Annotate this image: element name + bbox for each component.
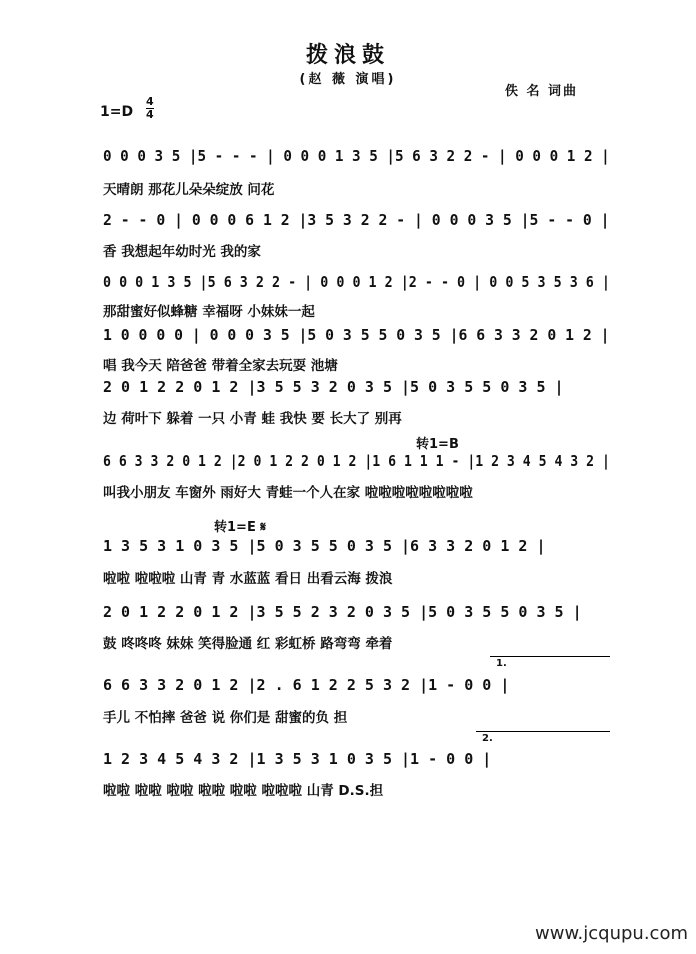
lyric-line-5: 边 荷叶下 躲着 一只 小青 蛙 我快 要 长大了 别再 xyxy=(103,411,402,427)
key-signature: 1=D xyxy=(100,104,134,120)
lyric-line-3: 那甜蜜好似蜂糖 幸福呀 小妹妹一起 xyxy=(103,304,315,320)
notes-line-2: 2 - - 0 | 0 0 0 6 1 2 |3 5 3 2 2 - | 0 0 0 3 5 |5 - - 0 | xyxy=(103,211,610,229)
lyric-line-1: 天晴朗 那花儿朵朵绽放 问花 xyxy=(103,182,275,198)
watermark: www.jcqupu.com xyxy=(535,923,688,944)
time-bottom: 4 xyxy=(146,108,154,121)
notes-line-4: 1 0 0 0 0 | 0 0 0 3 5 |5 0 3 5 5 0 3 5 |6 6 3 3 2 0 1 2 | xyxy=(103,326,610,344)
ending-one-mark: 1. xyxy=(496,658,507,669)
ending-two-mark: 2. xyxy=(482,733,493,744)
lyric-line-6: 叫我小朋友 车窗外 雨好大 青蛙一个人在家 啦啦啦啦啦啦啦啦 xyxy=(103,485,473,501)
song-title: 拨浪鼓 xyxy=(305,42,390,68)
notes-line-3: 0 0 0 1 3 5 |5 6 3 2 2 - | 0 0 0 1 2 |2 - - 0 | 0 0 5 3 5 3 6 | xyxy=(103,273,610,291)
ending-one-bracket xyxy=(490,656,610,657)
ending-two-bracket xyxy=(476,731,610,732)
modulation-b: 转1=B xyxy=(416,437,459,452)
notes-line-5: 2 0 1 2 2 0 1 2 |3 5 5 3 2 0 3 5 |5 0 3 5 5 0 3 5 | xyxy=(103,378,564,396)
credit-line: 佚 名 词曲 xyxy=(505,84,579,99)
lyric-line-9: 手儿 不怕摔 爸爸 说 你们是 甜蜜的负 担 xyxy=(103,710,348,726)
lyric-line-7: 啦啦 啦啦啦 山青 青 水蓝蓝 看日 出看云海 拨浪 xyxy=(103,571,393,587)
performer-line: (赵 薇 演唱) xyxy=(299,72,397,87)
notes-line-7: 1 3 5 3 1 0 3 5 |5 0 3 5 5 0 3 5 |6 3 3 2 0 1 2 | xyxy=(103,537,546,555)
lyric-line-10: 啦啦 啦啦 啦啦 啦啦 啦啦 啦啦啦 山青 D.S.担 xyxy=(103,783,384,799)
lyric-line-2: 香 我想起年幼时光 我的家 xyxy=(103,244,261,260)
modulation-e: 转1=E 𝄋 xyxy=(214,520,266,535)
lyric-line-4: 唱 我今天 陪爸爸 带着全家去玩耍 池塘 xyxy=(103,358,338,374)
notes-line-8: 2 0 1 2 2 0 1 2 |3 5 5 2 3 2 0 3 5 |5 0 3 5 5 0 3 5 | xyxy=(103,603,582,621)
notes-line-10: 1 2 3 4 5 4 3 2 |1 3 5 3 1 0 3 5 |1 - 0 0 | xyxy=(103,750,492,768)
notes-line-6: 6 6 3 3 2 0 1 2 |2 0 1 2 2 0 1 2 |1 6 1 1 1 - |1 2 3 4 5 4 3 2 | xyxy=(103,452,610,470)
notes-line-9: 6 6 3 3 2 0 1 2 |2 . 6 1 2 2 5 3 2 |1 - 0 0 | xyxy=(103,676,510,694)
time-top: 4 xyxy=(146,95,154,108)
time-signature xyxy=(146,96,154,121)
notes-line-1: 0 0 0 3 5 |5 - - - | 0 0 0 1 3 5 |5 6 3 2 2 - | 0 0 0 1 2 | xyxy=(103,147,610,165)
lyric-line-8: 鼓 咚咚咚 妹妹 笑得脸通 红 彩虹桥 路弯弯 牵着 xyxy=(103,636,393,652)
